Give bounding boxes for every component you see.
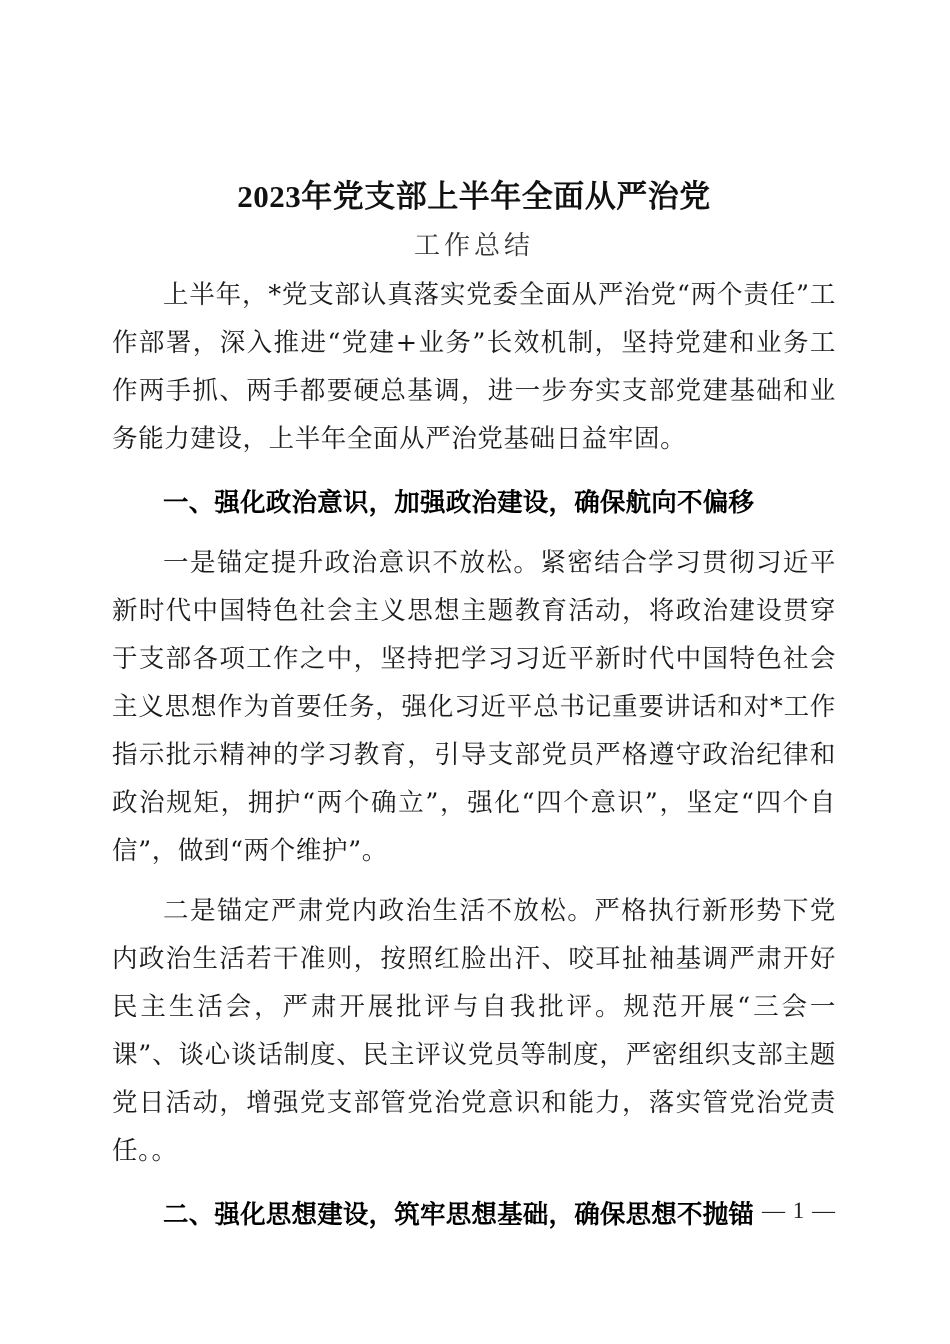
paragraph-one-a: 一是锚定提升政治意识不放松。紧密结合学习贯彻习近平新时代中国特色社会主义思想主题教育活动，将政治建设贯穿于支部各项工作之中，坚持把学习习近平新时代中国特色社会主义思想作为首要任务，强化习近平总书记重要讲话和对*工作指示批示精神的学习教育，引导支部党员严格遵守政治纪律和政治规矩，拥护“两个确立”，强化“四个意识”，坚定“四个自信”，做到“两个维护”。 — [112, 548, 836, 866]
paragraph-intro: 上半年，*党支部认真落实党委全面从严治党“两个责任”工作部署，深入推进“党建+业务”长效机制，坚持党建和业务工作两手抓、两手都要硬总基调，进一步夯实支部党建基础和业务能力建设，上半年全面从严治党基础日益牢固。 — [112, 280, 836, 454]
section-heading-one: 一、强化政治意识，加强政治建设，确保航向不偏移 — [163, 489, 755, 517]
document-body — [112, 0, 836, 1239]
document-subtitle: 工作总结 — [413, 231, 534, 261]
page-number-footer: — 1 — — [762, 1198, 836, 1223]
section-heading-two: 二、强化思想建设，筑牢思想基础，确保思想不抛锚 — [163, 1201, 755, 1229]
document-title: 2023年党支部上半年全面从严治党 — [237, 179, 711, 214]
paragraph-one-b: 二是锚定严肃党内政治生活不放松。严格执行新形势下党内政治生活若干准则，按照红脸出汗、咬耳扯袖基调严肃开好民主生活会，严肃开展批评与自我批评。规范开展“三会一课”、谈心谈话制度、民主评议党员等制度，严密组织支部主题党日活动，增强党支部管党治党意识和能力，落实管党治党责任。。 — [112, 896, 836, 1166]
